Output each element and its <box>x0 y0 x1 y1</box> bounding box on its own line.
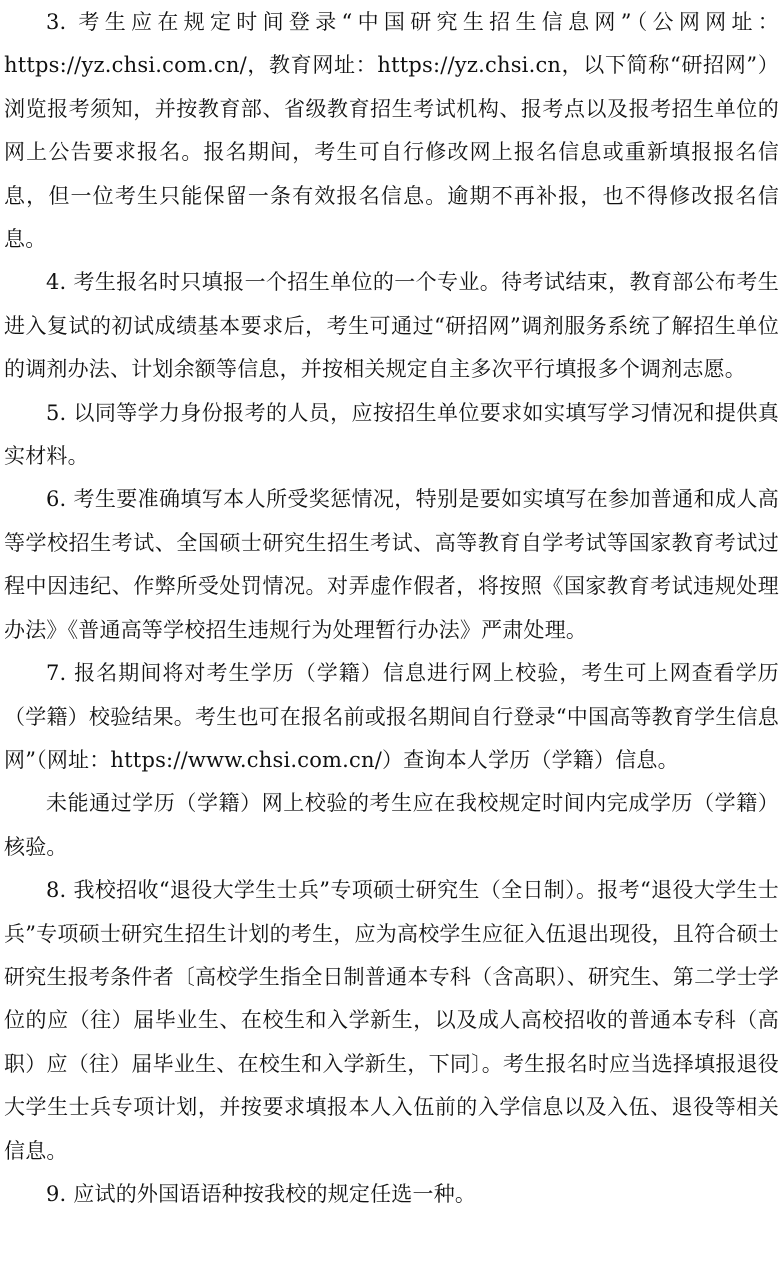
paragraph-item-8: 8. 我校招收“退役大学生士兵”专项硕士研究生（全日制）。报考“退役大学生士兵”专项硕士研究生招生计划的考生，应为高校学生应征入伍退出现役，且符合硕士研究生报考条件者〔高校学生指全日制普通本专科（含高职）、研究生、第二学士学位的应（往）届毕业生、在校生和入学新生，以及成人高校招收的普通本专科（高职）应（往）届毕业生、在校生和入学新生，下同〕。考生报名时应当选择填报退役大学生士兵专项计划，并按要求填报本人入伍前的入学信息以及入伍、退役等相关信息。 <box>4 878 779 1163</box>
paragraph-item-3: 3. 考生应在规定时间登录“中国研究生招生信息网”（公网网址：https://yz.chsi.com.cn/，教育网址：https://yz.chsi.cn，以下简称“研招网”）浏览报考须知，并按教育部、省级教育招生考试机构、报考点以及报考招生单位的网上公告要求报名。报名期间，考生可自行修改网上报名信息或重新填报报名信息，但一位考生只能保留一条有效报名信息。逾期不再补报，也不得修改报名信息。 <box>4 10 779 252</box>
document-body <box>4 1 779 1216</box>
paragraph-item-5: 5. 以同等学力身份报考的人员，应按招生单位要求如实填写学习情况和提供真实材料。 <box>4 400 779 469</box>
paragraph-item-9: 9. 应试的外国语语种按我校的规定任选一种。 <box>46 1181 477 1206</box>
paragraph-item-6: 6. 考生要准确填写本人所受奖惩情况，特别是要如实填写在参加普通和成人高等学校招生考试、全国硕士研究生招生考试、高等教育自学考试等国家教育考试过程中因违纪、作弊所受处罚情况。对弄虚作假者，将按照《国家教育考试违规处理办法》《普通高等学校招生违规行为处理暂行办法》严肃处理。 <box>4 487 779 642</box>
paragraph-item-4: 4. 考生报名时只填报一个招生单位的一个专业。待考试结束，教育部公布考生进入复试的初试成绩基本要求后，考生可通过“研招网”调剂服务系统了解招生单位的调剂办法、计划余额等信息，并按相关规定自主多次平行填报多个调剂志愿。 <box>4 270 779 382</box>
paragraph-item-7-note: 未能通过学历（学籍）网上校验的考生应在我校规定时间内完成学历（学籍）核验。 <box>4 791 779 859</box>
paragraph-item-7: 7. 报名期间将对考生学历（学籍）信息进行网上校验，考生可上网查看学历（学籍）校验结果。考生也可在报名前或报名期间自行登录“中国高等教育学生信息网”（网址：https://www.chsi.com.cn/）查询本人学历（学籍）信息。 <box>4 661 779 772</box>
